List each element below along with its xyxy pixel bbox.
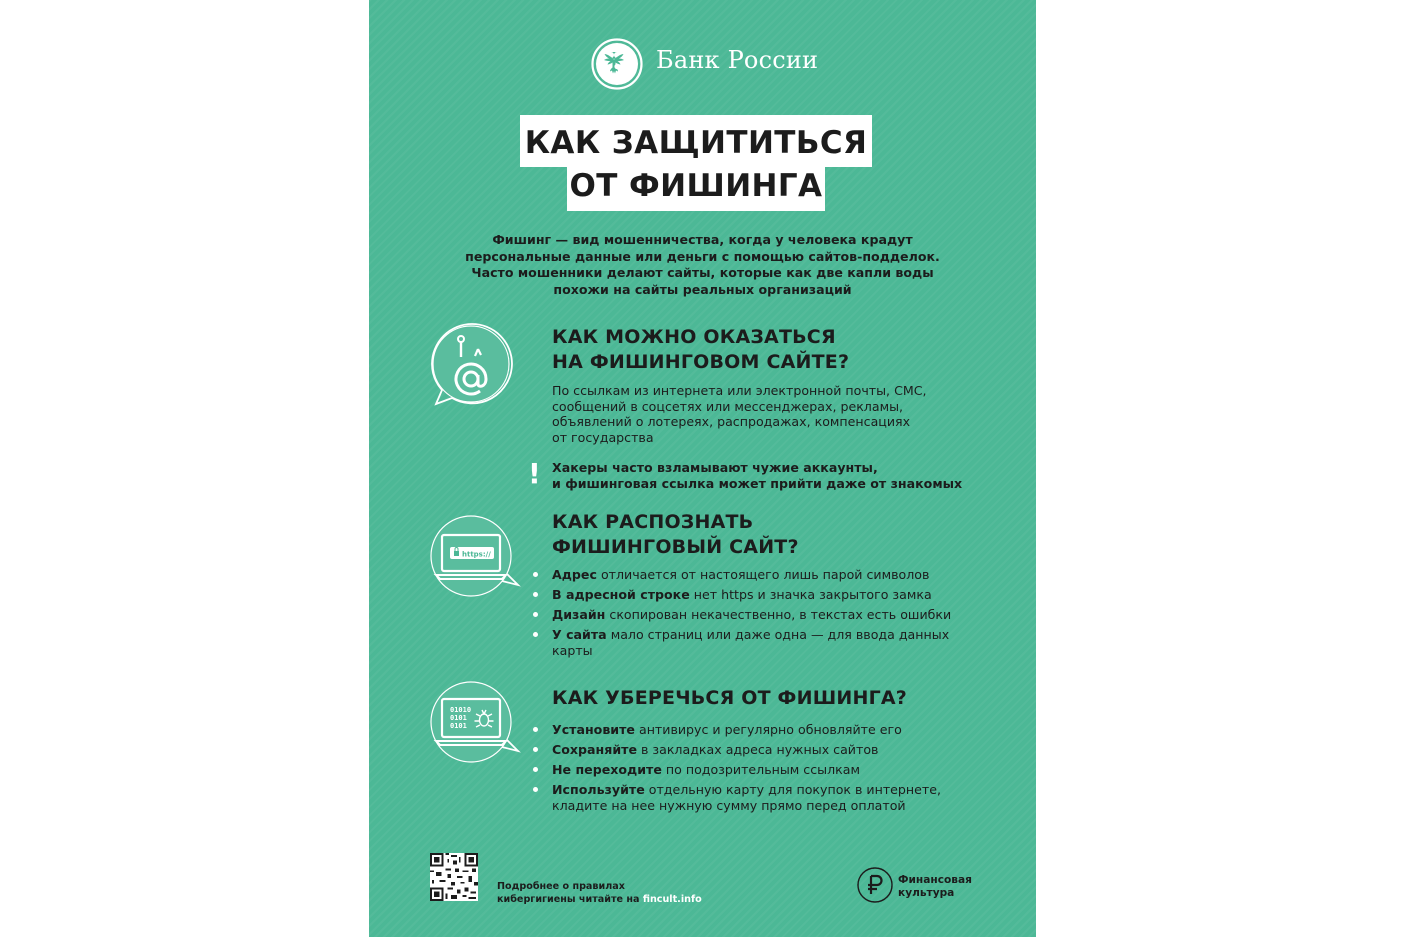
svg-text:0101: 0101 [450,722,467,730]
section3-heading: КАК УБЕРЕЧЬСЯ ОТ ФИШИНГА? [552,687,907,709]
phishing-hook-at-icon [426,323,522,409]
section1-body: По ссылкам из интернета или электронной почты, СМС, сообщений в соцсетях или мессенджерах, рекламы, объявлений о лотереях, распродажах, компенсациях от государства [552,383,927,445]
section2-heading: КАК РАСПОЗНАТЬ ФИШИНГОВЫЙ САЙТ? [552,511,799,558]
section3-bullets [552,722,992,818]
financial-culture-logo-text: Финансовая культура [898,874,972,899]
laptop-https-icon [426,513,522,599]
list-item: Не переходите по подозрительным ссылкам [552,762,992,778]
list-item: Используйте отдельную карту для покупок в интернете, кладите на нее нужную сумму прямо перед оплатой [552,782,962,813]
list-item: Установите антивирус и регулярно обновляйте его [552,722,992,738]
list-item: Адрес отличается от настоящего лишь парой символов [552,567,992,583]
poster [369,0,1036,937]
intro-line: похожи на сайты реальных организаций [553,281,852,297]
intro-line: Часто мошенники делают сайты, которые как две капли воды [471,265,934,280]
footer-info: Подробнее о правилах кибергигиены читайте на fincult.info [497,881,702,905]
bank-name: Банк России [656,46,819,74]
ruble-sign-logo-icon [856,866,894,904]
fincult-link[interactable]: fincult.info [642,893,702,905]
page-title-line1: КАК ЗАЩИТИТЬСЯ [520,115,872,167]
intro-line: Фишинг — вид мошенничества, когда у человека крадут [492,232,913,247]
section1-heading: КАК МОЖНО ОКАЗАТЬСЯ НА ФИШИНГОВОМ САЙТЕ? [552,326,850,373]
qr-code-icon[interactable] [430,853,478,901]
list-item: Дизайн скопирован некачественно, в текстах есть ошибки [552,607,992,623]
page-title-line2: ОТ ФИШИНГА [567,166,825,211]
section2-bullets [552,567,992,663]
intro-text [459,232,946,298]
list-item: У сайта мало страниц или даже одна — для ввода данных карты [552,627,962,658]
list-item: Сохраняйте в закладках адреса нужных сайтов [552,742,992,758]
https-label: https:// [462,550,491,559]
laptop-virus-code-icon [426,679,522,765]
warning-exclamation-icon: ! [528,457,541,490]
list-item: В адресной строке нет https и значка закрытого замка [552,587,992,603]
intro-line: персональные данные или деньги с помощью сайтов-подделок. [465,248,940,264]
svg-text:01010: 01010 [450,706,472,714]
svg-text:0101: 0101 [450,714,467,722]
bank-emblem-icon [591,38,643,90]
section1-warning: Хакеры часто взламывают чужие аккаунты, и фишинговая ссылка может прийти даже от знакомых [552,460,963,491]
